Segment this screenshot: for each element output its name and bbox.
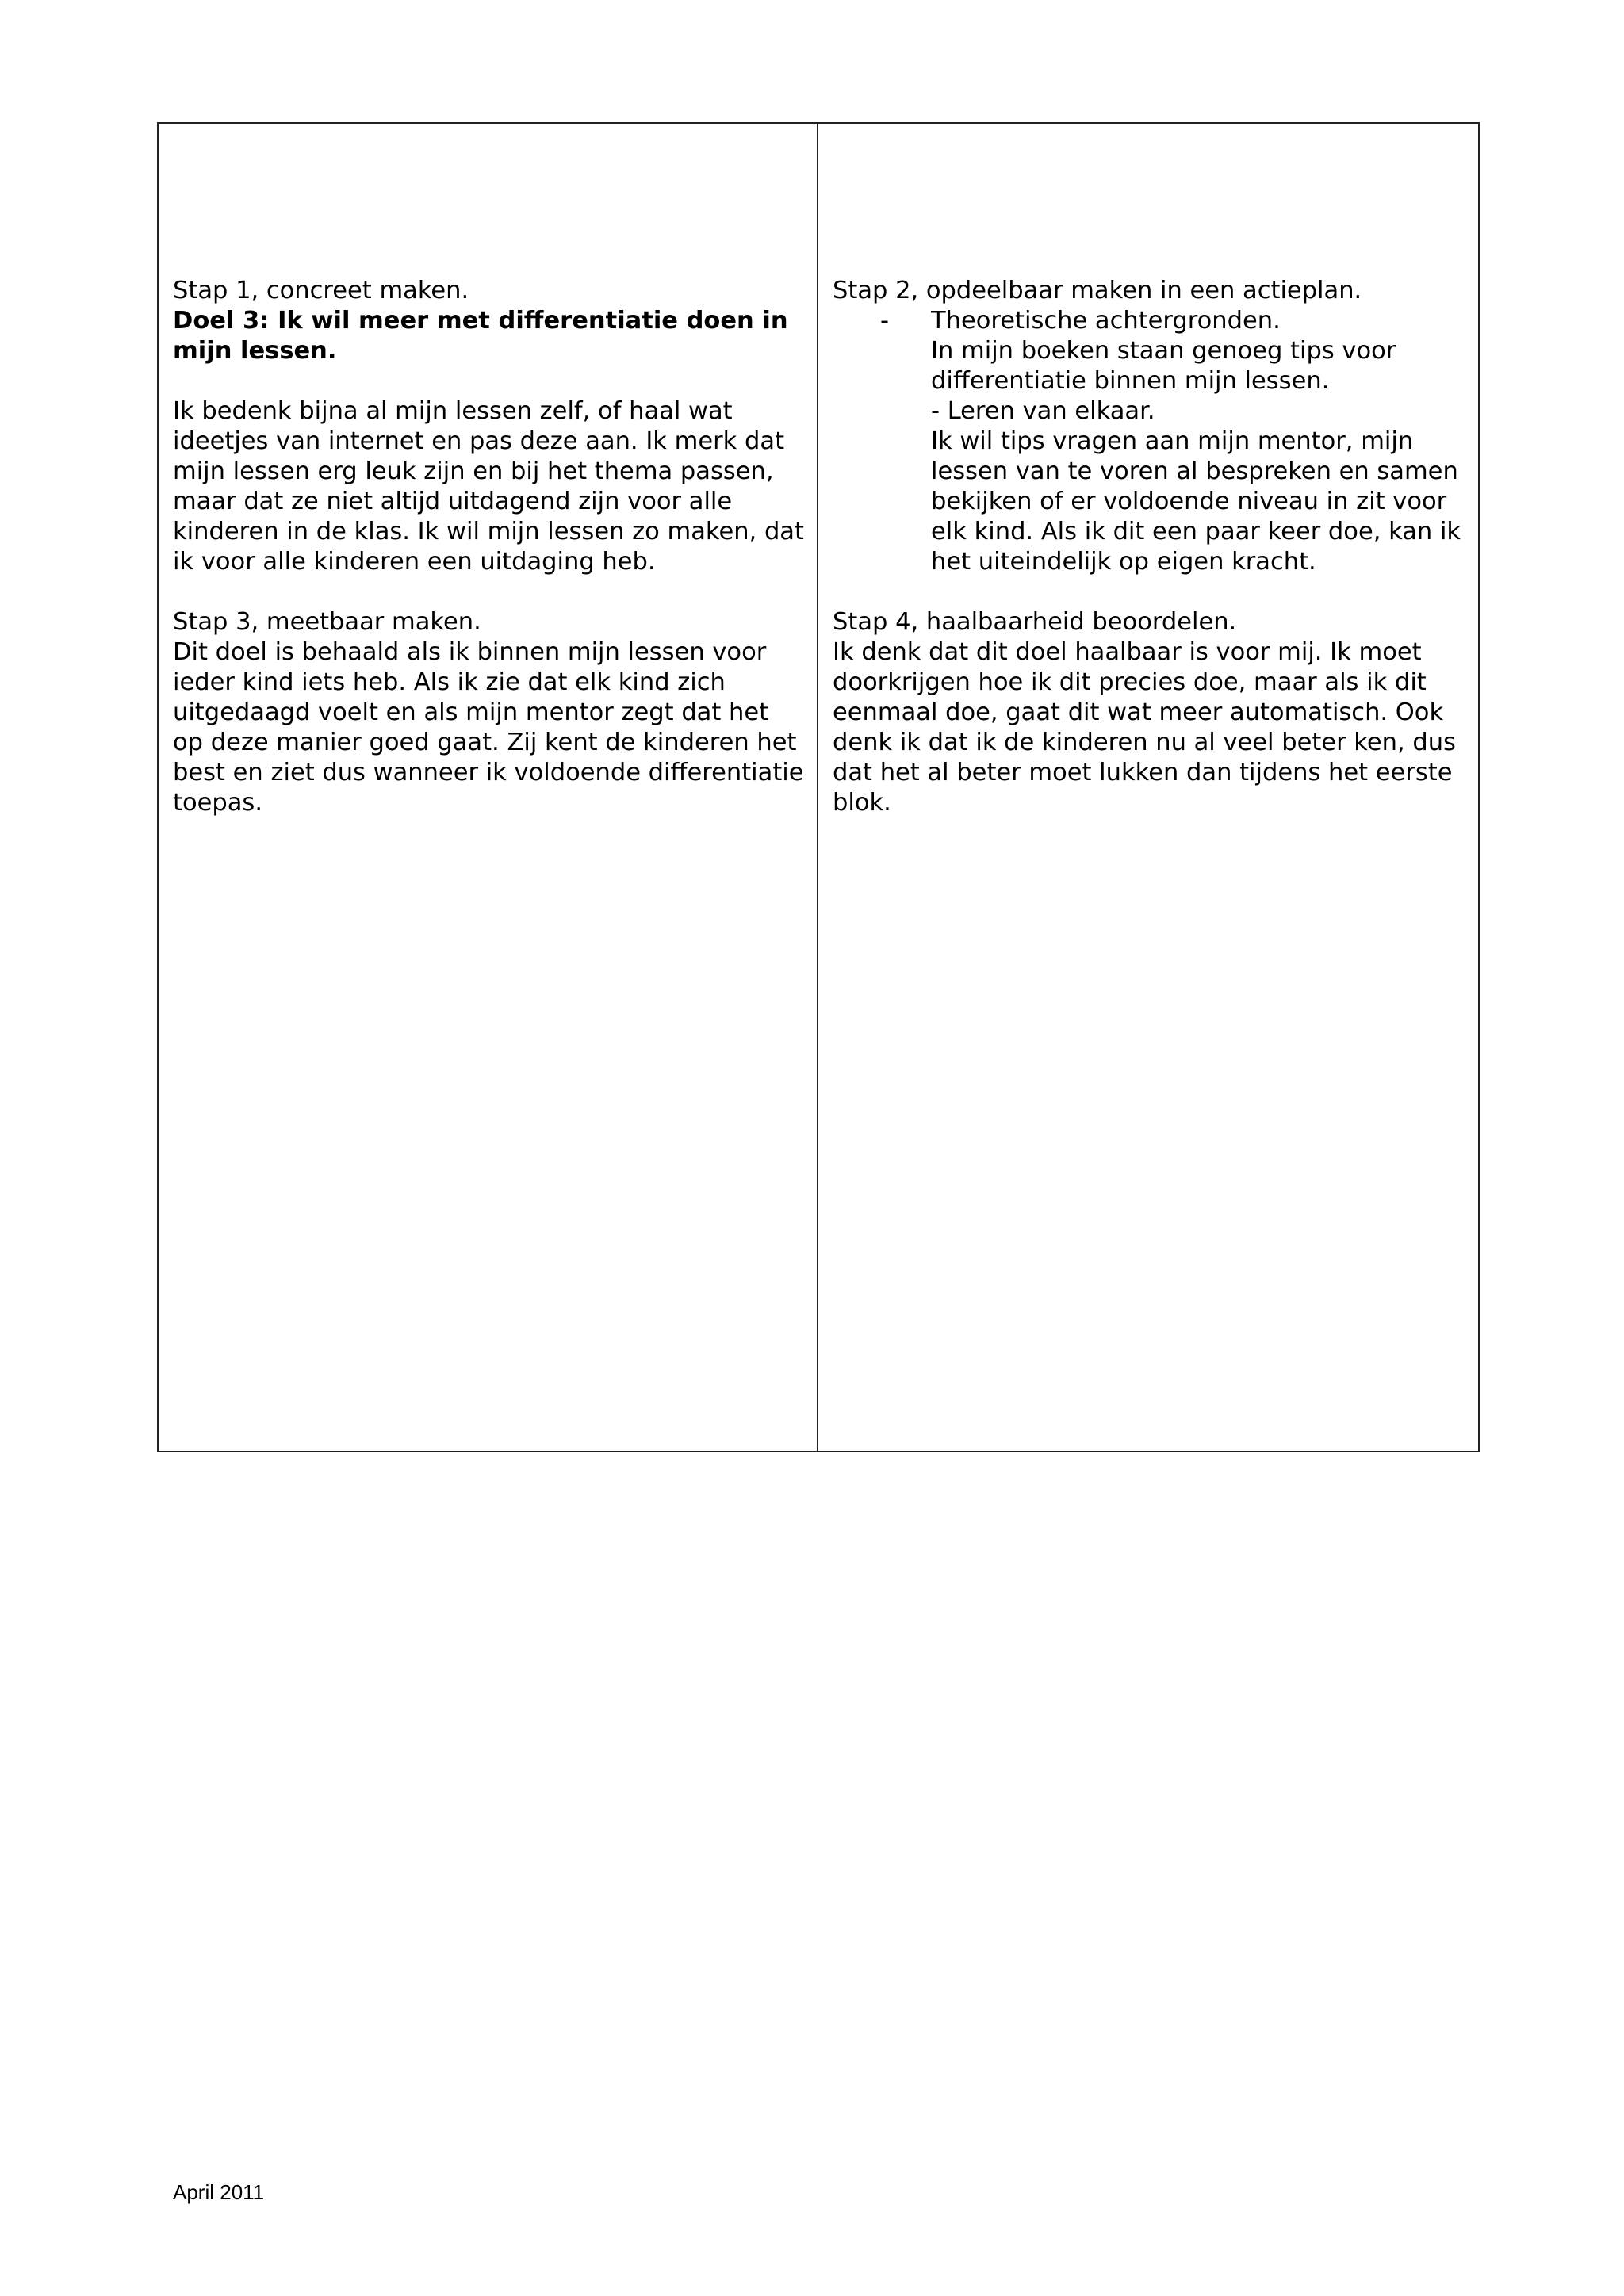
goal-statement: Doel 3: Ik wil meer met differentiatie doen in mijn lessen.: [173, 307, 788, 365]
step4-paragraph: Ik denk dat dit doel haalbaar is voor mij. Ik moet doorkrijgen hoe ik dit precies doe, maar als ik dit eenmaal doe, gaat dit wat meer automatisch. Ook denk ik dat ik de kinderen nu al veel beter ken, dus dat het al beter moet lukken dan tijdens het eerste blok.: [833, 638, 1456, 817]
step4-heading: Stap 4, haalbaarheid beoordelen.: [833, 608, 1237, 636]
step3-paragraph: Dit doel is behaald als ik binnen mijn lessen voor ieder kind iets heb. Als ik zie dat elk kind zich uitgedaagd voelt en als mijn mentor zegt dat het op deze manier goed gaat. Zij kent de kinderen het best en ziet dus wanneer ik voldoende differentiatie toepas.: [173, 638, 804, 817]
bullet-dash: -: [880, 307, 890, 335]
left-column: [159, 124, 818, 1451]
step2-heading: Stap 2, opdeelbaar maken in een actieplan.: [833, 277, 1362, 304]
bullet2-text: Ik wil tips vragen aan mijn mentor, mijn lessen van te voren al bespreken en samen bekijken of er voldoende niveau in zit voor elk kind. Als ik dit een paar keer doe, kan ik het uiteindelijk op eigen kracht.: [931, 427, 1461, 576]
bullet1-text: In mijn boeken staan genoeg tips voor differentiatie binnen mijn lessen.: [931, 337, 1396, 395]
step3-heading: Stap 3, meetbaar maken.: [173, 608, 481, 636]
footer-date: April 2011: [173, 2180, 265, 2204]
smart-goal-table: [157, 122, 1480, 1452]
bullet-item: [833, 306, 1465, 336]
right-column: [818, 124, 1478, 1451]
step1-paragraph: Ik bedenk bijna al mijn lessen zelf, of haal wat ideetjes van internet en pas deze aan. Ik merk dat mijn lessen erg leuk zijn en bij het thema passen, maar dat ze niet altijd uitdagend zijn voor alle kinderen in de klas. Ik wil mijn lessen zo maken, dat ik voor alle kinderen een uitdaging heb.: [173, 397, 804, 576]
bullet2-title: - Leren van elkaar.: [931, 397, 1155, 425]
bullet1-title: Theoretische achtergronden.: [931, 307, 1281, 335]
step1-heading: Stap 1, concreet maken.: [173, 277, 469, 304]
